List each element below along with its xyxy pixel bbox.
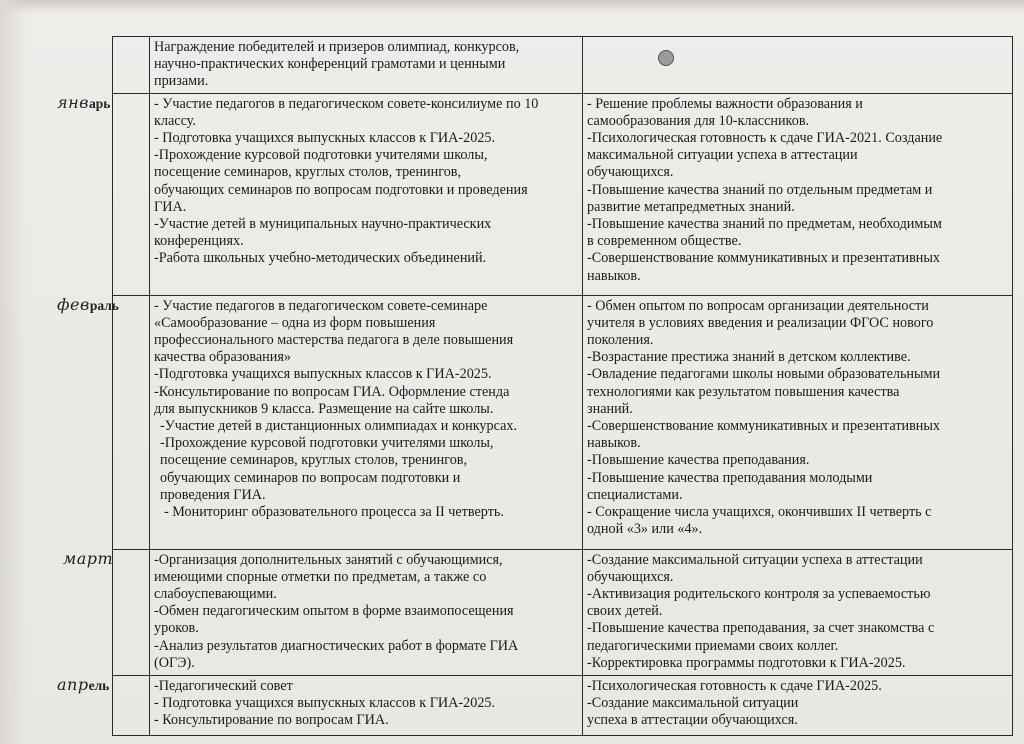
text-line: -Прохождение курсовой подготовки учителями школы, [160, 435, 494, 452]
text-line: успеха в аттестации обучающихся. [587, 712, 798, 729]
text-line: -Возрастание престижа знаний в детском коллективе. [587, 349, 911, 366]
scan-shadow-left [0, 0, 28, 744]
text-line: - Обмен опытом по вопросам организации деятельности [587, 297, 929, 314]
activities-cell [150, 295, 583, 549]
month-label-january: январь [57, 92, 111, 112]
text-line: проведения ГИА. [160, 486, 266, 503]
month-label-april: апрель [57, 674, 110, 694]
text-line: специалистами. [587, 486, 683, 503]
month-cell-march [63, 548, 150, 675]
text-line: максимальной ситуации успеха в аттестации [587, 147, 858, 164]
text-line: -Психологическая готовность к сдаче ГИА-2025. [587, 677, 882, 694]
text-line: -Повышение качества преподавания. [587, 452, 810, 469]
text-line: ГИА. [154, 198, 187, 215]
month-cell-empty [113, 37, 150, 94]
text-line: имеющими спорные отметки по предметам, а также со [154, 568, 487, 585]
text-line: -Анализ результатов диагностических работ в формате ГИА [154, 637, 519, 654]
month-label-february: февраль [57, 294, 119, 314]
text-line: -Обмен педагогическим опытом в форме взаимопосещения [154, 603, 514, 620]
text-line: (ОГЭ). [154, 654, 195, 671]
text-line: -Участие детей в дистанционных олимпиадах и конкурсах. [160, 418, 518, 435]
text-line: - Мониторинг образовательного процесса за II четверть. [164, 504, 504, 521]
text-line: -Повышение качества преподавания молодыми [587, 469, 873, 486]
results-cell [583, 675, 1013, 735]
text-line: научно-практических конференций грамотами и ценными [154, 56, 506, 73]
month-cell-april [57, 674, 150, 735]
text-line: посещение семинаров, круглых столов, тренингов, [154, 164, 462, 181]
text-line: учителя в условиях введения и реализации ФГОС нового [587, 314, 934, 331]
text-line: качества образования» [154, 349, 291, 366]
text-line: -Создание максимальной ситуации [587, 694, 799, 711]
table-row-april [113, 675, 1013, 735]
activities-cell [150, 675, 583, 735]
month-label-march: март [63, 548, 114, 568]
text-line: навыков. [587, 267, 641, 284]
text-line: -Повышение качества знаний по отдельным предметам и [587, 181, 933, 198]
scan-shadow-top [0, 0, 1024, 14]
text-line: -Совершенствование коммуникативных и презентативных [587, 418, 941, 435]
text-line: навыков. [587, 435, 641, 452]
text-line: самообразования для 10-классников. [587, 112, 810, 129]
activities-cell [150, 93, 583, 295]
text-line: в современном обществе. [587, 233, 742, 250]
text-line: -Повышение качества знаний по предметам, необходимым [587, 216, 942, 233]
text-line: -Создание максимальной ситуации успеха в аттестации [587, 551, 923, 568]
month-cell-january [57, 92, 150, 295]
text-line: -Корректировка программы подготовки к ГИА-2025. [587, 654, 906, 671]
table-row-january [113, 93, 1013, 295]
text-line: своих детей. [587, 603, 663, 620]
results-cell [583, 295, 1013, 549]
text-line: знаний. [587, 400, 633, 417]
table-row-awards [113, 37, 1013, 94]
text-line: -Психологическая готовность к сдаче ГИА-2021. Создание [587, 130, 943, 147]
text-line: -Педагогический совет [154, 677, 293, 694]
results-cell [583, 549, 1013, 675]
text-line: педагогическими приемами своих коллег. [587, 637, 839, 654]
text-line: -Участие детей в муниципальных научно-практических [154, 216, 492, 233]
text-line: -Консультирование по вопросам ГИА. Оформление стенда [154, 383, 510, 400]
text-line: обучающихся. [587, 568, 674, 585]
text-line: одной «3» или «4». [587, 521, 703, 538]
text-line: уроков. [154, 620, 199, 637]
text-line: - Подготовка учащихся выпускных классов к ГИА-2025. [154, 130, 496, 147]
text-line: призами. [154, 73, 209, 90]
text-line: -Овладение педагогами школы новыми образовательными [587, 366, 941, 383]
text-line: конференциях. [154, 233, 244, 250]
text-line: -Работа школьных учебно-методических объединений. [154, 250, 487, 267]
text-line: слабоуспевающими. [154, 586, 277, 603]
table-row-february [113, 295, 1013, 549]
text-line: - Сокращение числа учащихся, окончивших II четверть с [587, 504, 932, 521]
text-line: -Совершенствование коммуникативных и презентативных [587, 250, 941, 267]
activities-cell [150, 549, 583, 675]
text-line: -Повышение качества преподавания, за счет знакомства с [587, 620, 935, 637]
text-line: Награждение победителей и призеров олимпиад, конкурсов, [154, 39, 520, 55]
text-line: - Решение проблемы важности образования и [587, 95, 863, 112]
text-line: обучающихся. [587, 164, 674, 181]
text-line: технологиями как результатом повышения качества [587, 383, 900, 400]
text-line: профессионального мастерства педагога в деле повышения [154, 332, 514, 349]
text-line: - Участие педагогов в педагогическом совете-семинаре [154, 297, 488, 314]
text-line: -Подготовка учащихся выпускных классов к ГИА-2025. [154, 366, 492, 383]
results-cell-empty [583, 37, 1013, 94]
results-cell [583, 93, 1013, 295]
text-line: - Подготовка учащихся выпускных классов к ГИА-2025. [154, 694, 496, 711]
text-line: для выпускников 9 класса. Размещение на сайте школы. [154, 400, 494, 417]
text-line: «Самообразование – одна из форм повышения [154, 314, 436, 331]
text-line: посещение семинаров, круглых столов, тренингов, [160, 452, 468, 469]
text-line: - Консультирование по вопросам ГИА. [154, 712, 389, 729]
work-plan-table [57, 36, 1013, 736]
text-line: поколения. [587, 332, 654, 349]
text-line: -Активизация родительского контроля за успеваемостью [587, 586, 931, 603]
text-line: развитие метапредметных знаний. [587, 198, 795, 215]
activities-cell [150, 37, 583, 94]
text-line: -Организация дополнительных занятий с обучающимися, [154, 551, 503, 568]
text-line: классу. [154, 112, 196, 129]
text-line: - Участие педагогов в педагогическом совете-консилиуме по 10 [154, 95, 539, 112]
text-line: обучающих семинаров по вопросам подготовки и проведения [154, 181, 528, 198]
text-line: обучающих семинаров по вопросам подготовки и [160, 469, 461, 486]
table-row-march [113, 549, 1013, 675]
month-cell-february [57, 294, 150, 549]
text-line: -Прохождение курсовой подготовки учителями школы, [154, 147, 488, 164]
